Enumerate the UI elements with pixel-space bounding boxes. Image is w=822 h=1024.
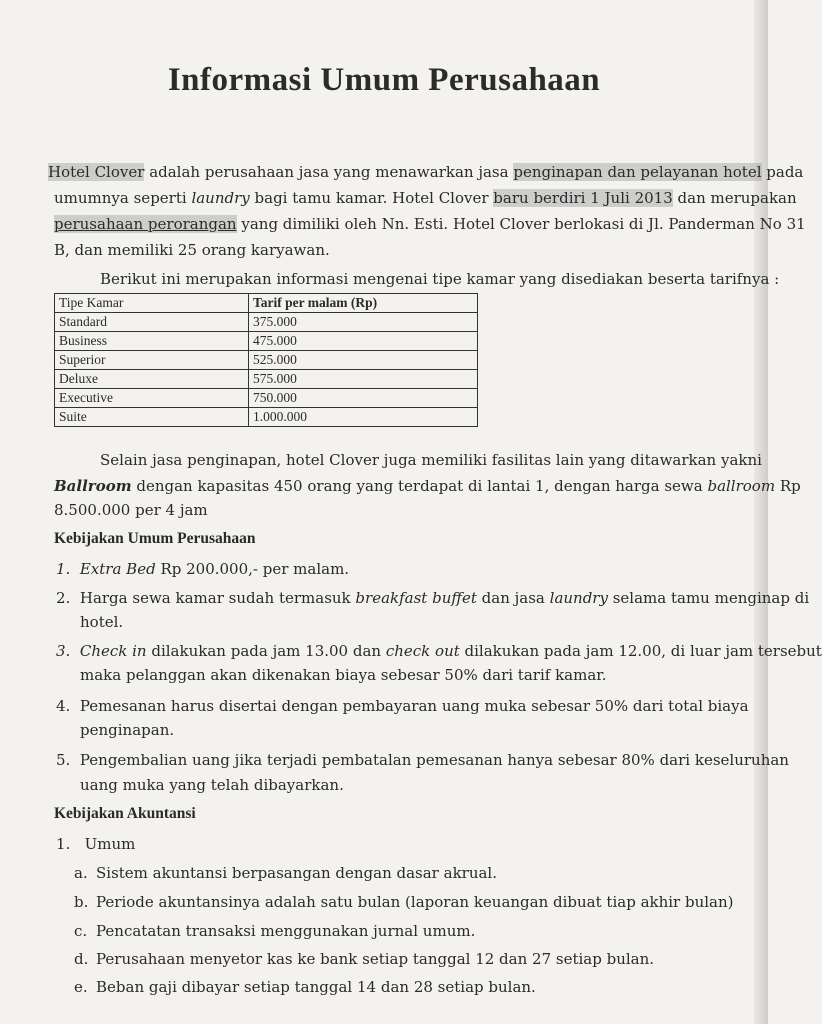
accounting-section-umum	[56, 835, 135, 853]
list-number: 2.	[56, 589, 71, 607]
policy-italic: Check in	[79, 642, 147, 660]
intro-text: bagi tamu kamar. Hotel Clover	[249, 189, 494, 207]
page-edge-shadow	[754, 0, 768, 1024]
intro-line-2	[54, 189, 797, 207]
table-cell: 1.000.000	[249, 408, 478, 427]
accounting-sub-a	[74, 864, 497, 882]
accounting-sub-c	[74, 922, 475, 940]
policy-item-3	[56, 642, 822, 660]
facility-text: Rp	[775, 477, 801, 495]
table-cell: 525.000	[249, 351, 478, 370]
accounting-text: Beban gaji dibayar setiap tanggal 14 dan 28 setiap bulan.	[96, 978, 536, 996]
policy-text: selama tamu menginap di	[607, 589, 810, 607]
policy-text: Rp 200.000,- per malam.	[155, 560, 350, 578]
table-cell: 575.000	[249, 370, 478, 389]
facility-line-2	[54, 477, 801, 495]
policy-text: dan jasa	[476, 589, 550, 607]
list-number: 1.	[56, 835, 71, 853]
accounting-sub-e	[74, 978, 536, 996]
table-cell: 750.000	[249, 389, 478, 408]
facility-italic: ballroom	[707, 477, 776, 495]
table-row	[55, 332, 478, 351]
policy-heading: Kebijakan Umum Perusahaan	[54, 530, 256, 547]
intro-line-1	[48, 163, 803, 181]
table-cell: Executive	[55, 389, 249, 408]
facility-line-1: Selain jasa penginapan, hotel Clover juga memiliki fasilitas lain yang ditawarkan yakni	[100, 451, 762, 469]
ballroom-label: Ballroom	[54, 477, 132, 495]
table-intro: Berikut ini merupakan informasi mengenai tipe kamar yang disediakan beserta tarifnya :	[100, 270, 780, 288]
policy-item-1	[56, 560, 349, 578]
intro-text: adalah perusahaan jasa yang menawarkan jasa	[144, 163, 514, 181]
policy-item-3-cont: maka pelanggan akan dikenakan biaya sebesar 50% dari tarif kamar.	[80, 666, 607, 684]
accounting-text: Perusahaan menyetor kas ke bank setiap tanggal 12 dan 27 setiap bulan.	[96, 950, 655, 968]
accounting-text: Sistem akuntansi berpasangan dengan dasar akrual.	[96, 864, 497, 882]
highlight-ownership: perusahaan perorangan	[54, 215, 237, 233]
list-number: 4.	[56, 697, 71, 715]
policy-italic: Extra Bed	[79, 560, 156, 578]
table-cell: 475.000	[249, 332, 478, 351]
intro-text: yang dimiliki oleh Nn. Esti. Hotel Clover berlokasi di Jl. Panderman No 31	[236, 215, 806, 233]
policy-text: dilakukan pada jam 12.00, di luar jam tersebut	[459, 642, 822, 660]
list-letter: e.	[74, 978, 88, 996]
facility-line-3: 8.500.000 per 4 jam	[54, 501, 208, 519]
list-number: 3.	[56, 642, 71, 660]
highlight-service: penginapan dan pelayanan hotel	[513, 163, 762, 181]
intro-line-3	[54, 215, 806, 233]
policy-text: Harga sewa kamar sudah termasuk	[79, 589, 356, 607]
table-cell: Standard	[55, 313, 249, 332]
policy-text: Pemesanan harus disertai dengan pembayaran uang muka sebesar 50% dari total biaya	[79, 697, 749, 715]
policy-text: Pengembalian uang jika terjadi pembatalan pemesanan hanya sebesar 80% dari keseluruhan	[79, 751, 789, 769]
table-header-row	[55, 294, 478, 313]
policy-item-2	[56, 589, 809, 607]
highlight-founded: baru berdiri 1 Juli 2013	[493, 189, 673, 207]
table-cell: Superior	[55, 351, 249, 370]
policy-item-5-cont: uang muka yang telah dibayarkan.	[80, 776, 344, 794]
table-row	[55, 351, 478, 370]
facility-text: dengan kapasitas 450 orang yang terdapat di lantai 1, dengan harga sewa	[131, 477, 708, 495]
policy-item-4	[56, 697, 749, 715]
list-letter: d.	[74, 950, 89, 968]
table-row	[55, 389, 478, 408]
list-number: 1.	[56, 560, 71, 578]
intro-line-4: B, dan memiliki 25 orang karyawan.	[54, 241, 330, 259]
intro-italic: laundry	[191, 189, 250, 207]
table-cell: 375.000	[249, 313, 478, 332]
table-row	[55, 313, 478, 332]
policy-item-5	[56, 751, 789, 769]
table-cell: Business	[55, 332, 249, 351]
list-letter: a.	[74, 864, 88, 882]
room-rate-table	[54, 293, 478, 427]
table-row	[55, 408, 478, 427]
policy-italic: check out	[385, 642, 460, 660]
accounting-text: Periode akuntansinya adalah satu bulan (laporan keuangan dibuat tiap akhir bulan)	[96, 893, 734, 911]
accounting-sub-b	[74, 893, 734, 911]
column-header-rate: Tarif per malam (Rp)	[249, 294, 478, 313]
intro-text: pada	[761, 163, 804, 181]
column-header-room-type: Tipe Kamar	[55, 294, 249, 313]
policy-text: dilakukan pada jam 13.00 dan	[146, 642, 386, 660]
policy-italic: laundry	[549, 589, 608, 607]
policy-item-4-cont: penginapan.	[80, 721, 175, 739]
page-title: Informasi Umum Perusahaan	[167, 62, 601, 98]
list-number: 5.	[56, 751, 71, 769]
accounting-heading: Kebijakan Akuntansi	[54, 805, 196, 822]
table-cell: Suite	[55, 408, 249, 427]
policy-item-2-cont: hotel.	[80, 613, 124, 631]
list-letter: b.	[74, 893, 89, 911]
table-row	[55, 370, 478, 389]
table-cell: Deluxe	[55, 370, 249, 389]
accounting-text: Pencatatan transaksi menggunakan jurnal umum.	[96, 922, 476, 940]
highlight-hotel-clover: Hotel Clover	[48, 163, 145, 181]
list-letter: c.	[74, 922, 88, 940]
accounting-sub-d	[74, 950, 654, 968]
policy-italic: breakfast buffet	[355, 589, 477, 607]
intro-text: umumnya seperti	[54, 189, 192, 207]
intro-text: dan merupakan	[672, 189, 797, 207]
section-label: Umum	[84, 835, 136, 853]
